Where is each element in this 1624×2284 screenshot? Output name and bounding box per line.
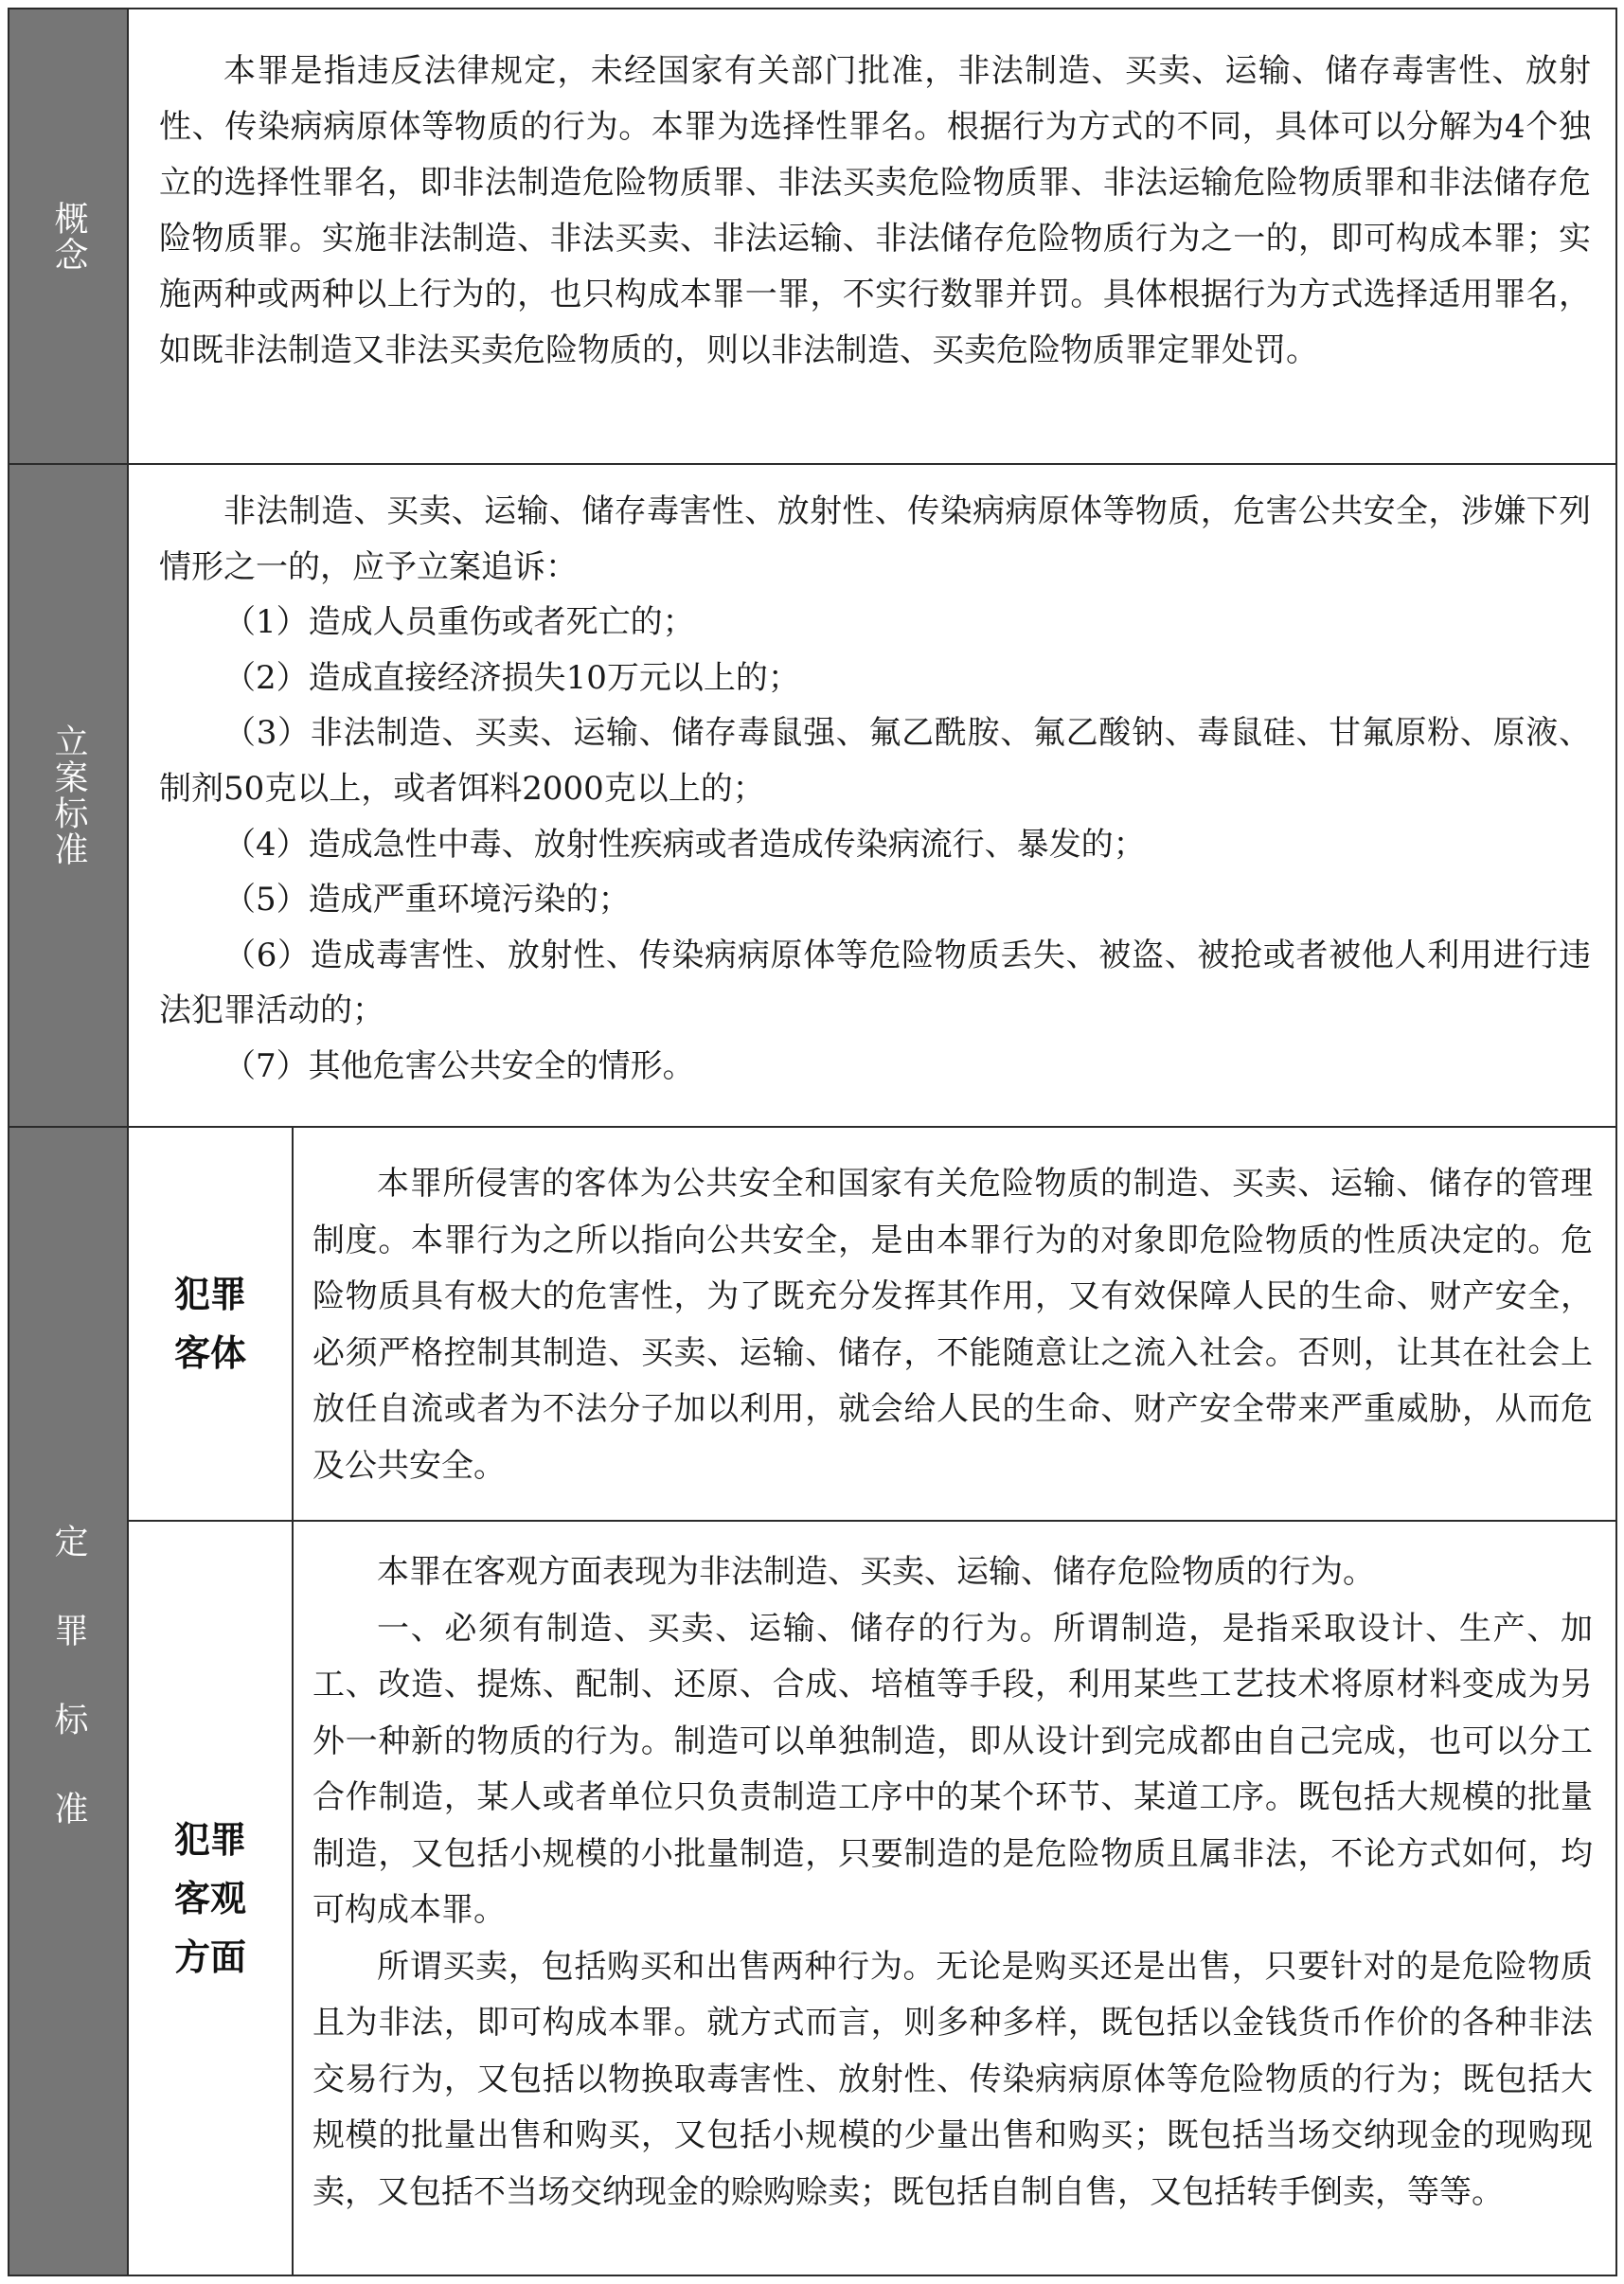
concept-row xyxy=(9,9,1615,465)
concept-text: 本罪是指违反法律规定，未经国家有关部门批准，非法制造、买卖、运输、储存毒害性、放射性、传染病病原体等物质的行为。本罪为选择性罪名。根据行为方式的不同，具体可以分解为4个独立的选择性罪名，即非法制造危险物质罪、非法买卖危险物质罪、非法运输危险物质罪和非法储存危险物质罪。实施非法制造、非法买卖、非法运输、非法储存危险物质行为之一的，即可构成本罪；实施两种或两种以上行为的，也只构成本罪一罪，不实行数罪并罚。具体根据行为方式选择适用罪名，如既非法制造又非法买卖危险物质的，则以非法制造、买卖危险物质罪定罪处罚。 xyxy=(159,52,1591,369)
crime-object-row xyxy=(129,1128,1615,1522)
objective-aspect-row xyxy=(129,1522,1615,2275)
filing-standard-label: 立案标准 xyxy=(49,723,88,867)
concept-label-cell xyxy=(9,9,129,463)
objective-aspect-label-cell xyxy=(129,1522,294,2275)
filing-standard-item: （1）造成人员重伤或者死亡的； xyxy=(223,603,695,642)
crime-object-text: 本罪所侵害的客体为公共安全和国家有关危险物质的制造、买卖、运输、储存的管理制度。本罪行为之所以指向公共安全，是由本罪行为的对象即危险物质的性质决定的。危险物质具有极大的危害性，为了既充分发挥其作用，又有效保障人民的生命、财产安全，必须严格控制其制造、买卖、运输、储存，不能随意让之流入社会。否则，让其在社会上放任自流或者为不法分子加以利用，就会给人民的生命、财产安全带来严重威胁，从而危及公共安全。 xyxy=(312,1165,1593,1485)
objective-aspect-label: 犯罪客观方面 xyxy=(173,1818,246,1978)
objective-aspect-paragraph: 所谓买卖，包括购买和出售两种行为。无论是购买还是出售，只要针对的是危险物质且为非法，即可构成本罪。就方式而言，则多种多样，既包括以金钱货币作价的各种非法交易行为，又包括以物换取毒害性、放射性、传染病病原体等危险物质的行为；既包括大规模的批量出售和购买，又包括小规模的少量出售和购买；既包括当场交纳现金的现购现卖，又包括不当场交纳现金的赊购赊卖；既包括自制自售，又包括转手倒卖，等等。 xyxy=(312,1947,1593,2211)
filing-standard-item: （6）造成毒害性、放射性、传染病病原体等危险物质丢失、被盗、被抢或者被他人利用进行违法犯罪活动的； xyxy=(159,936,1591,1030)
filing-standard-content xyxy=(129,465,1615,1126)
filing-standard-intro: 非法制造、买卖、运输、储存毒害性、放射性、传染病病原体等物质，危害公共安全，涉嫌下列情形之一的，应予立案追诉： xyxy=(159,492,1591,586)
crime-object-label-cell xyxy=(129,1128,294,1520)
concept-label: 概念 xyxy=(49,200,88,273)
conviction-standard-label: 定罪标准 xyxy=(49,1523,88,1880)
crime-object-label: 犯罪客体 xyxy=(173,1274,246,1374)
filing-standard-item: （4）造成急性中毒、放射性疾病或者造成传染病流行、暴发的； xyxy=(223,825,1146,864)
concept-content xyxy=(129,9,1615,463)
objective-aspect-content xyxy=(294,1522,1615,2275)
filing-standard-item: （5）造成严重环境污染的； xyxy=(223,881,631,919)
objective-aspect-paragraph: 本罪在客观方面表现为非法制造、买卖、运输、储存危险物质的行为。 xyxy=(377,1553,1375,1591)
filing-standard-item: （7）其他危害公共安全的情形。 xyxy=(223,1046,695,1085)
filing-standard-row xyxy=(9,465,1615,1128)
conviction-standard-row xyxy=(9,1128,1615,2275)
objective-aspect-paragraph: 一、必须有制造、买卖、运输、储存的行为。所谓制造，是指采取设计、生产、加工、改造、提炼、配制、还原、合成、培植等手段，利用某些工艺技术将原材料变成为另外一种新的物质的行为。制造可以单独制造，即从设计到完成都由自己完成，也可以分工合作制造，某人或者单位只负责制造工序中的某个环节、某道工序。既包括大规模的批量制造，又包括小规模的小批量制造，只要制造的是危险物质且属非法，不论方式如何，均可构成本罪。 xyxy=(312,1609,1593,1929)
conviction-standard-label-cell xyxy=(9,1128,129,2275)
filing-standard-label-cell xyxy=(9,465,129,1126)
filing-standard-item: （2）造成直接经济损失10万元以上的； xyxy=(223,658,800,697)
filing-standard-item: （3）非法制造、买卖、运输、储存毒鼠强、氟乙酰胺、氟乙酸钠、毒鼠硅、甘氟原粉、原液、制剂50克以上，或者饵料2000克以上的； xyxy=(159,714,1591,808)
crime-object-content xyxy=(294,1128,1615,1520)
criminal-law-table xyxy=(8,8,1617,2276)
